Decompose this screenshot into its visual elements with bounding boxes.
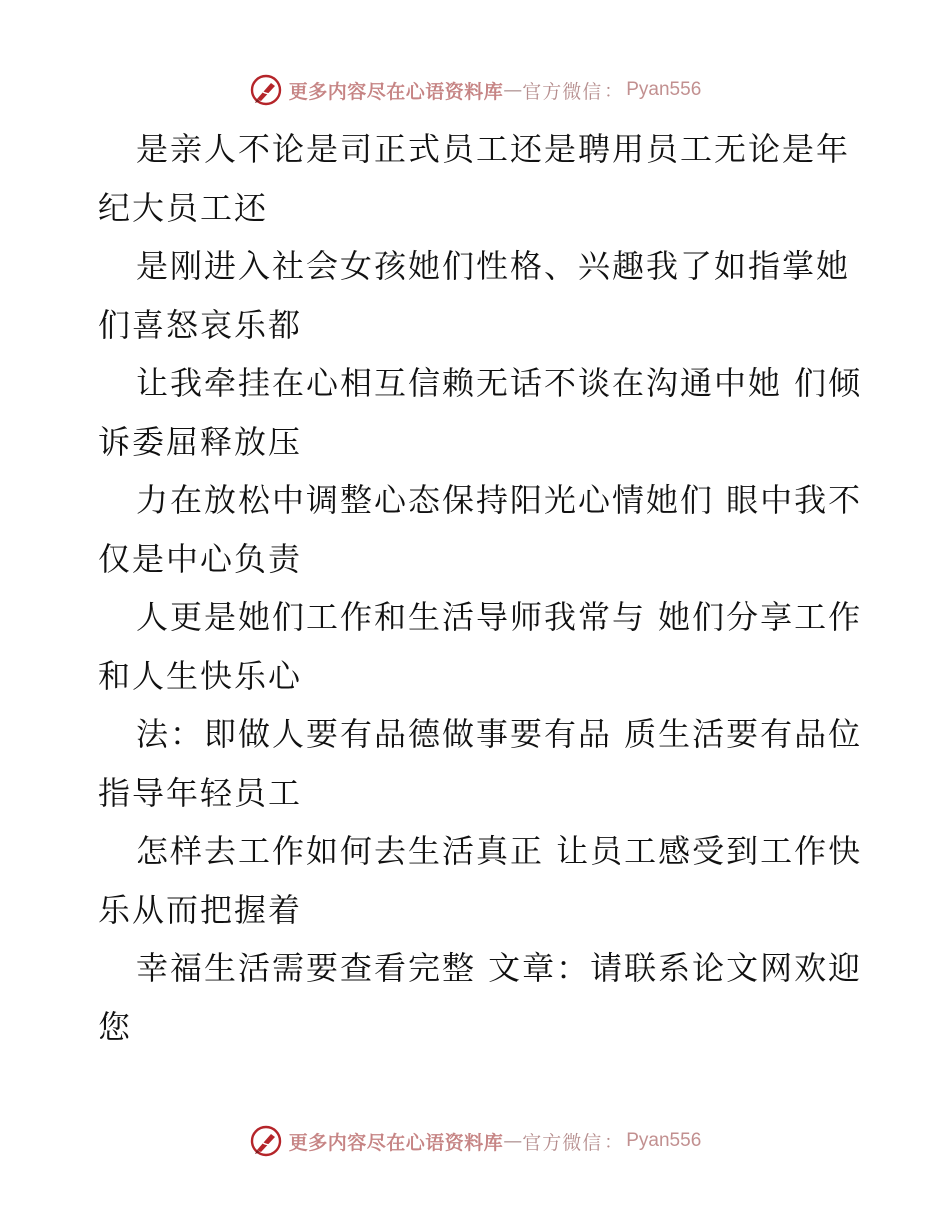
header-banner (0, 70, 950, 110)
paragraph-1: 是亲人不论是司正式员工还是聘用员工无论是年纪大员工还 (98, 130, 851, 227)
paragraph-8: 幸福生活需要查看完整 文章：请联系论文网欢迎您 (98, 949, 863, 1046)
header-wechat-id: Pyan556 (626, 79, 702, 100)
footer-main-text: 更多内容尽在心语资料库 (288, 1131, 504, 1154)
document-body (98, 120, 868, 1056)
paragraph-5: 人更是她们工作和生活导师我常与 她们分享工作和人生快乐心 (98, 598, 863, 695)
header-separator: ： (604, 81, 623, 102)
header-main-text: 更多内容尽在心语资料库 (288, 80, 504, 103)
header-wechat-label: 官方微信 (522, 80, 603, 103)
paragraph-6: 法：即做人要有品德做事要有品 质生活要有品位指导年轻员工 (98, 715, 863, 812)
pen-logo-icon (249, 73, 283, 107)
pen-logo-icon (249, 1124, 283, 1158)
footer-wechat-id: Pyan556 (626, 1130, 702, 1151)
footer-wechat-label: 官方微信 (522, 1131, 603, 1154)
paragraph-7: 怎样去工作如何去生活真正 让员工感受到工作快乐从而把握着 (98, 832, 863, 929)
paragraph-2: 是刚进入社会女孩她们性格、兴趣我了如指掌她们喜怒哀乐都 (98, 247, 851, 344)
header-dash: — (503, 79, 523, 101)
footer-separator: ： (604, 1132, 623, 1153)
footer-dash: — (503, 1130, 523, 1152)
paragraph-4: 力在放松中调整心态保持阳光心情她们 眼中我不仅是中心负责 (98, 481, 863, 578)
footer-banner (0, 1121, 950, 1161)
paragraph-3: 让我牵挂在心相互信赖无话不谈在沟通中她 们倾诉委屈释放压 (98, 364, 863, 461)
